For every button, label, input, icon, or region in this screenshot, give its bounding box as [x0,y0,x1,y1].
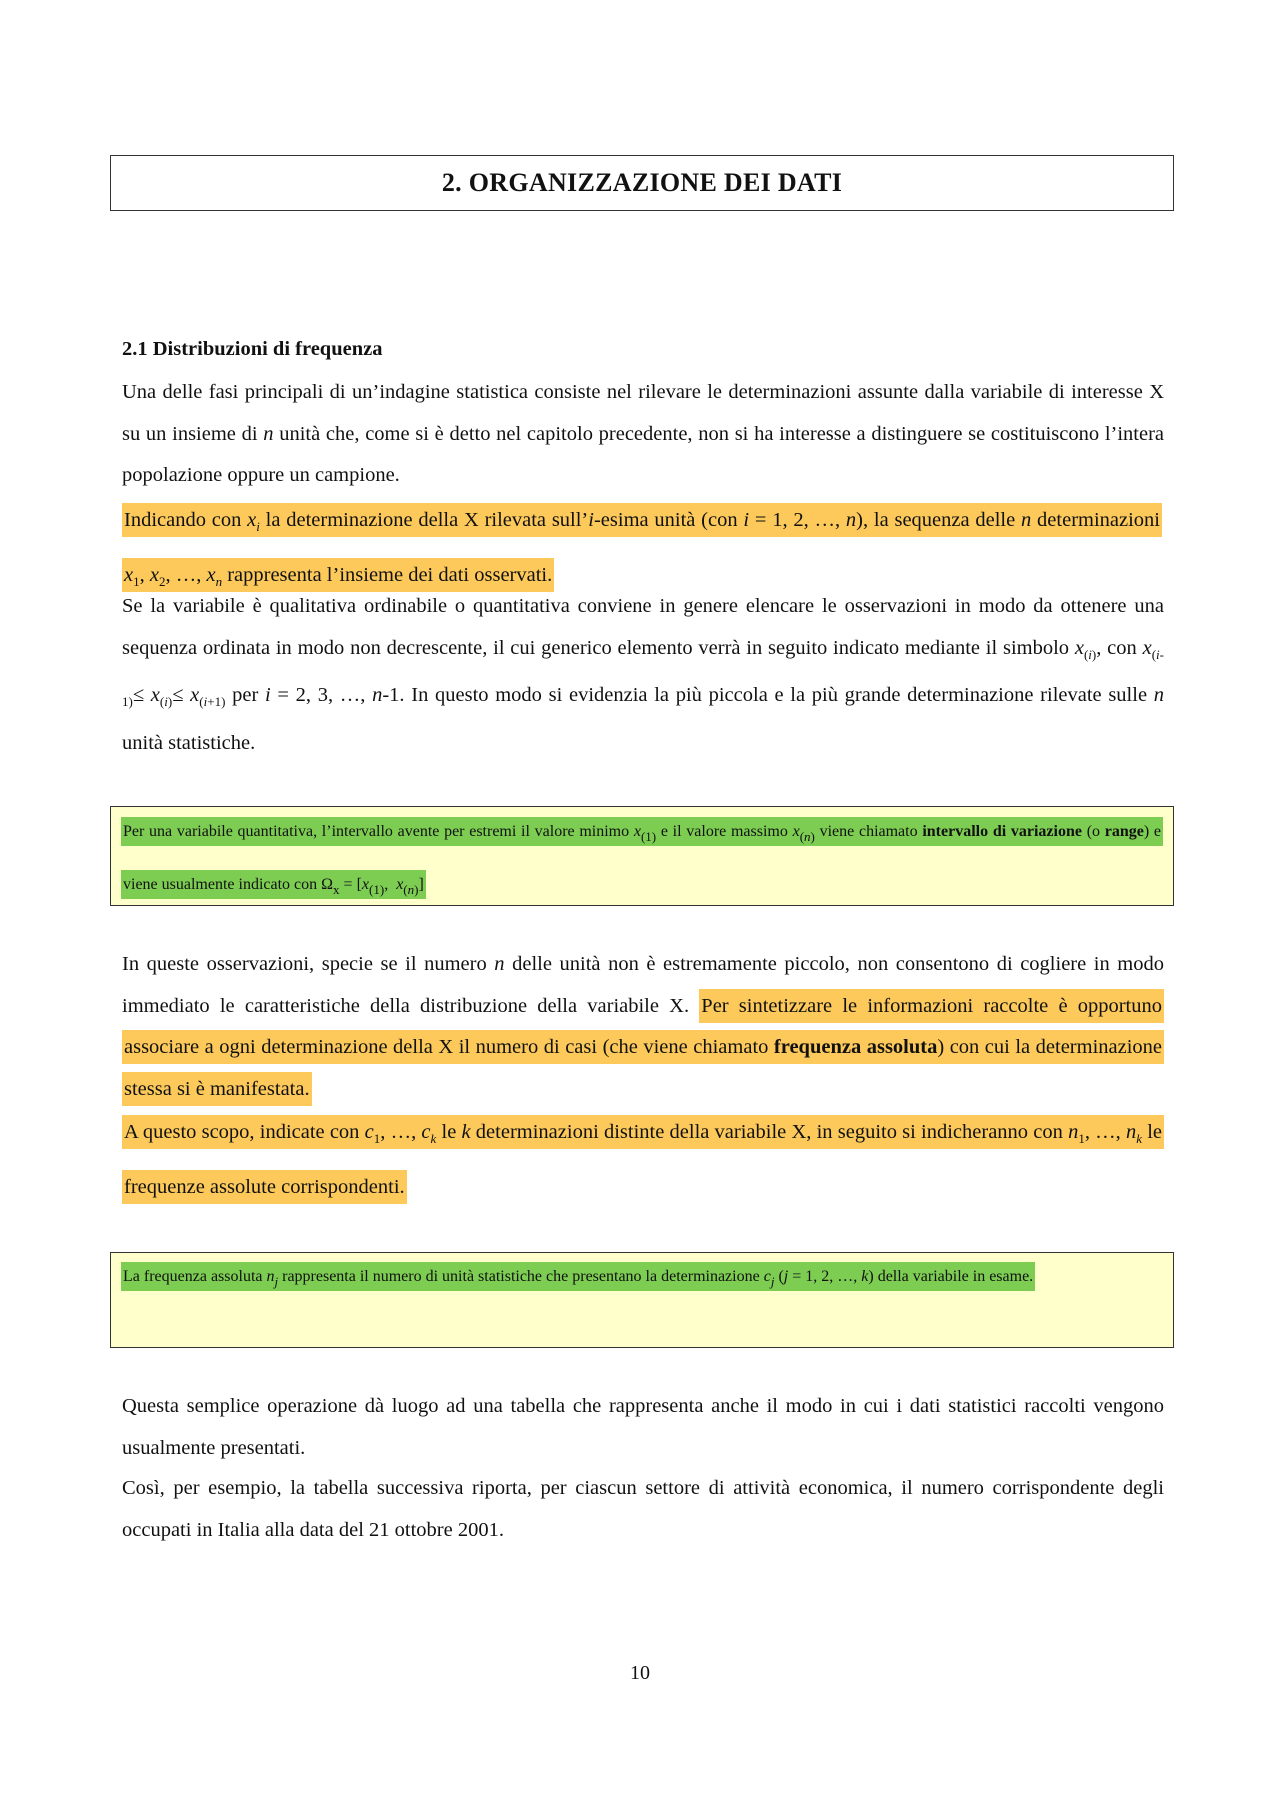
box1-text: Per una variabile quantitativa, l’intervallo avente per estremi il valore minimo $x_{(1)}$ e il valore massimo $x_{(n)}$ viene chiamato intervallo di variazione (o range) e viene usualmente indicato con $\Omega_x = [x_{(1)}$, $x_{(n)}$] [121,808,1163,914]
para2-text: Indicando con $x_i$ la determinazione della X rilevata sull’i-esima unità (con i = 1, 2, …, n), la sequenza delle n determinazioni $x_1$, $x_2$, …, $x_n$ rappresenta l’insieme dei dati osservati. [122,496,1164,606]
para1-text: Una delle fasi principali di un’indagine statistica consiste nel rilevare le determinazioni assunte dalla variabile di interesse X su un insieme di n unità che, come si è detto nel capitolo precedente, non si ha interesse a distinguere se costituiscono l’intera popolazione oppure un campione. [122,381,1165,486]
paragraph-table-intro [122,1386,1164,1469]
para7-text: Così, per esempio, la tabella successiva riporta, per ciascun settore di attività economica, il numero corrispondente degli occupati in Italia alla data del 21 ottobre 2001. [122,1477,1164,1541]
para6-text: Questa semplice operazione dà luogo ad una tabella che rappresenta anche il modo in cui i dati statistici raccolti vengono usualmente presentati. [122,1395,1164,1459]
paragraph-frequency [122,944,1164,1110]
paragraph-intro [122,372,1164,497]
para4-text: In queste osservazioni, specie se il numero n delle unità non è estremamente piccolo, non consentono di cogliere in modo immediato le caratteristiche della distribuzione della variabile X. Per sintetizzare le informazioni raccolte è opportuno associare a ogni determinazione della X il numero di casi (che viene chiamato frequenza assoluta) con cui la determinazione stessa si è manifestata. [122,944,1164,1110]
chapter-title-box [110,155,1174,211]
definition-box-absolute-frequency [110,1252,1174,1348]
paragraph-distinct-values [122,1108,1164,1211]
para3-text: Se la variabile è qualitativa ordinabile o quantitativa conviene in genere elencare le osservazioni in modo da ottenere una sequenza ordinata in modo non decrescente, il cui generico elemento verrà in seguito indicato mediante il simbolo $x_{(i)}$, con $x_{(i-1)}\le x_{(i)}\le x_{(i+1)}$ per i = 2, 3, …, n-1. In questo modo si evidenzia la più piccola e la più grande determinazione rilevate sulle n unità statistiche. [122,595,1164,754]
paragraph-example [122,1468,1164,1551]
section-title: 2.1 Distribuzioni di frequenza [122,338,383,360]
page-number: 10 [630,1662,650,1684]
para5-text: A questo scopo, indicate con $c_1$, …, $c_k$ le k determinazioni distinte della variabile X, in seguito si indicheranno con $n_1$, …, $n_k$ le frequenze assolute corrispondenti. [122,1108,1164,1211]
paragraph-ordering [122,586,1164,764]
definition-box-range [110,806,1174,906]
box2-text: La frequenza assoluta $n_j$ rappresenta il numero di unità statistiche che presentano la determinazione $c_j$ (j = 1, 2, …, k) della variabile in esame. [121,1254,1163,1305]
chapter-title: 2. ORGANIZZAZIONE DEI DATI [441,168,843,197]
